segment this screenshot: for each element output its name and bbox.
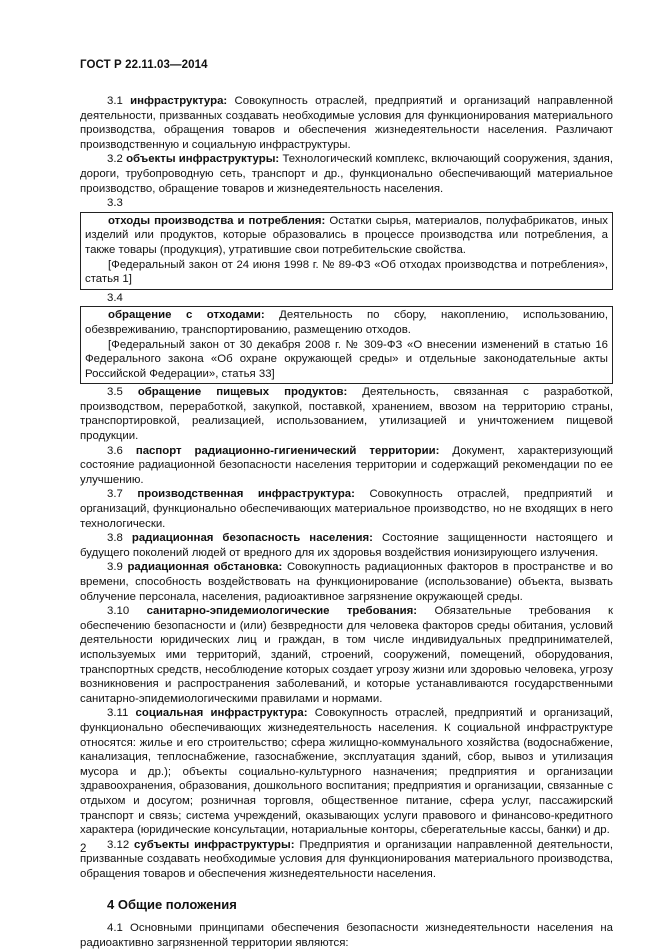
boxed-definition-3-4 [80,306,613,384]
definition-3-12: 3.12 субъекты инфраструктуры: Предприятия и организации направленной деятельности, призванные создавать необходимые условия для функционирования материального производства, обращения товаров и обеспечения жизнедеятельности населения. [80,838,613,880]
definition-number-3-3: 3.3 [107,197,123,210]
definition-3-8: 3.8 радиационная безопасность населения: Состояние защищенности настоящего и будущего поколений людей от вредного для их здоровья воздействия ионизирующего излучения. [80,532,613,559]
definition-3-2: 3.2 объекты инфраструктуры: Технологический комплекс, включающий сооружения, здания, дороги, трубопроводную сеть, транспорт и др., функционально обеспечивающий материальное производство, обращение товаров и жизнедеятельность населения. [80,153,613,195]
definition-3-3-source: [Федеральный закон от 24 июня 1998 г. № 89-ФЗ «Об отходах производства и потребления», статья 1] [85,258,608,286]
definition-3-3: отходы производства и потребления: Остатки сырья, материалов, полуфабрикатов, иных изделий или продуктов, которые образовались в процессе производства или потребления, а также товары (продукция), утратившие свои потребительские свойства. [85,214,608,256]
definition-3-6: 3.6 паспорт радиационно-гигиенический территории: Документ, характеризующий состояние радиационной безопасности населения территории и содержащий рекомендации по ее улучшению. [80,444,613,486]
standard-header: ГОСТ Р 22.11.03—2014 [80,59,208,71]
definition-3-9: 3.9 радиационная обстановка: Совокупность радиационных факторов в пространстве и во времени, способность воздействовать на функционирование (использование) объекта, вызвать облучение персонала, населения, радиоактивное загрязнение окружающей среды. [80,561,613,603]
definition-3-4-source: [Федеральный закон от 30 декабря 2008 г. № 309-ФЗ «О внесении изменений в статью 16 Федерального закона «Об охране окружающей среды» и отдельные законодательные акты Российской Федерации», статья 33] [85,338,608,380]
definition-number-3-4: 3.4 [107,291,123,304]
definition-3-1: 3.1 инфраструктура: Совокупность отраслей, предприятий и организаций направленной деятельности, призванных создавать необходимые условия для функционирования материального производства, обращения товаров и обеспечения жизнедеятельности населения. Различают производственную и социальную инфраструктуры. [80,95,614,151]
definition-3-10: 3.10 санитарно-эпидемиологические требования: Обязательные требования к обеспечению безопасности и (или) безвредности для человека факторов среды обитания, условий деятельности юридических лиц и граждан, в том числе индивидуальных предпринимателей, используемых ими территорий, зданий, строений, сооружений, помещений, оборудования, транспортных средств, несоблюдение которых создает угрозу жизни или здоровью человека, угрозу возникновения и распространения заболеваний, и которые устанавливаются государственными санитарно-эпидемиологическими правилами и нормами. [80,605,613,705]
section-paragraph-4-1: 4.1 Основными принципами обеспечения безопасности жизнедеятельности населения на радиоактивно загрязненной территории являются: [80,922,613,949]
definition-3-7: 3.7 производственная инфраструктура: Совокупность отраслей, предприятий и организаций, функционально обеспечивающих материальное производство, но не входящих в него технологически. [80,488,613,530]
definition-3-5: 3.5 обращение пищевых продуктов: Деятельность, связанная с разработкой, производством, переработкой, закупкой, поставкой, хранением, ввозом на территорию страны, транспортировкой, реализацией, использованием, утилизацией и уничтожением пищевой продукции. [80,386,613,443]
definition-3-11: 3.11 социальная инфраструктура: Совокупность отраслей, предприятий и организаций, функционально обеспечивающих жизнедеятельность населения. К социальной инфраструктуре относятся: жилье и его строительство; сфера жилищно-коммунального хозяйства (водоснабжение, канализация, теплоснабжение, газоснабжение, эксплуатация зданий, сбор, вывоз и утилизация мусора и др.); объекты социально-культурного назначения; предприятия и организации здравоохранения, образования, дошкольного воспитания; предприятия и организации, связанные с отдыхом и досугом; розничная торговля, общественное питание, сфера услуг, пассажирский транспорт и связь; система учреждений, оказывающих услуги правового и финансово-кредитного характера (юридические консультации, нотариальные конторы, сберегательные кассы, банки) и др. [80,707,614,837]
boxed-definition-3-3 [80,212,613,290]
section-title: 4 Общие положения [107,897,237,913]
page-number: 2 [80,843,87,855]
definition-3-4: обращение с отходами: Деятельность по сбору, накоплению, использованию, обезвреживанию, транспортированию, размещению отходов. [85,309,608,336]
page-content [80,94,613,950]
